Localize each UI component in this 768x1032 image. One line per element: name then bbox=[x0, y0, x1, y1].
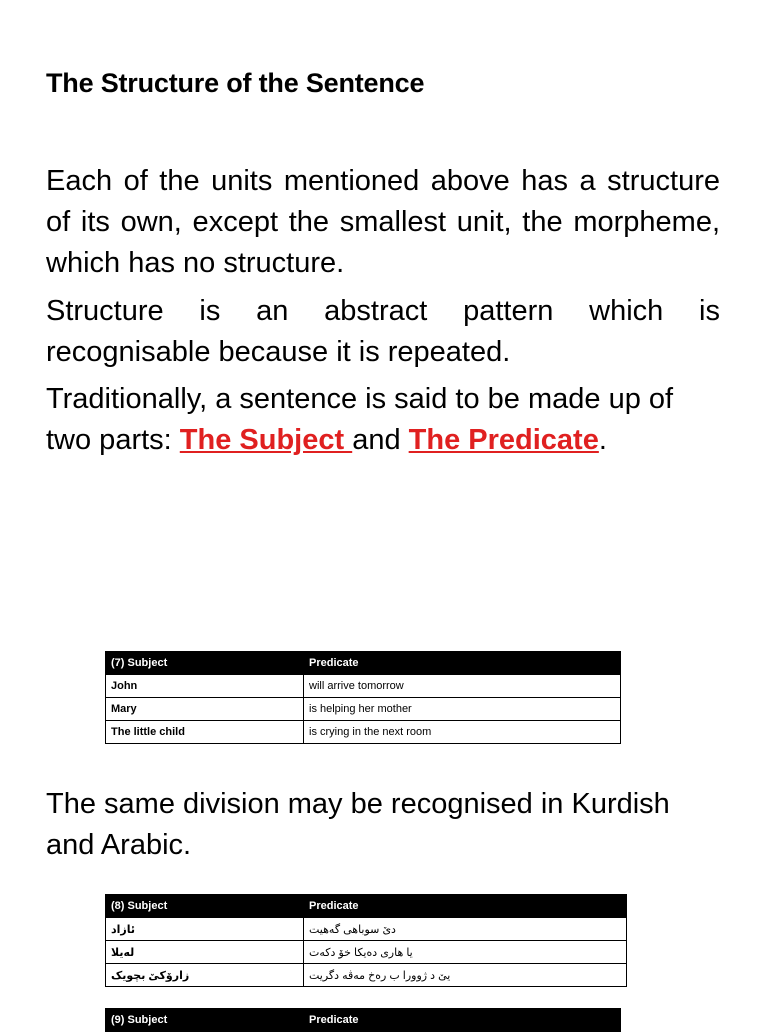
subject-cell: Mary bbox=[106, 698, 304, 721]
table-header-row bbox=[106, 1009, 621, 1032]
header-predicate: Predicate bbox=[304, 1009, 621, 1032]
paragraph-sentence-parts bbox=[46, 379, 720, 461]
table-row bbox=[106, 675, 621, 698]
subject-cell: زارۆکێ بچویک bbox=[106, 964, 304, 987]
table-row bbox=[106, 941, 627, 964]
table-header-row bbox=[106, 895, 627, 918]
sentence-parts-period: . bbox=[598, 424, 607, 456]
paragraph-structure-definition: Structure is an abstract pattern which is recognisable because it is repeated. bbox=[46, 295, 720, 368]
page-title: The Structure of the Sentence bbox=[46, 68, 425, 98]
table-row bbox=[106, 698, 621, 721]
sentence-parts-lead: Traditionally, a sentence is said to be made up of two parts: bbox=[46, 383, 674, 456]
header-subject: (8) Subject bbox=[106, 895, 304, 918]
table-kurdish-examples bbox=[105, 894, 627, 987]
paragraph-units-structure: Each of the units mentioned above has a structure of its own, except the smallest unit, the morpheme, which has no structure. bbox=[46, 165, 720, 279]
predicate-cell: is helping her mother bbox=[304, 698, 621, 721]
table-row bbox=[106, 918, 627, 941]
header-predicate: Predicate bbox=[304, 652, 621, 675]
header-subject: (9) Subject bbox=[106, 1009, 304, 1032]
table-arabic-examples bbox=[105, 1008, 621, 1032]
table-english-examples bbox=[105, 651, 621, 744]
predicate-term: The Predicate bbox=[408, 424, 599, 456]
predicate-cell: will arrive tomorrow bbox=[304, 675, 621, 698]
subject-cell: لەیلا bbox=[106, 941, 304, 964]
subject-term: The Subject bbox=[179, 424, 353, 456]
paragraph-kurdish-arabic: The same division may be recognised in Kurdish and Arabic. bbox=[46, 788, 670, 861]
header-subject: (7) Subject bbox=[106, 652, 304, 675]
predicate-cell: دێ سوباهی گەهیت bbox=[304, 918, 627, 941]
table-row bbox=[106, 721, 621, 744]
subject-cell: ئازاد bbox=[106, 918, 304, 941]
subject-cell: The little child bbox=[106, 721, 304, 744]
header-predicate: Predicate bbox=[304, 895, 627, 918]
sentence-parts-and: and bbox=[352, 424, 409, 456]
subject-cell: John bbox=[106, 675, 304, 698]
predicate-cell: یێ د ژوورا ب رەخ مەڤە دگریت bbox=[304, 964, 627, 987]
predicate-cell: is crying in the next room bbox=[304, 721, 621, 744]
table-header-row bbox=[106, 652, 621, 675]
table-row bbox=[106, 964, 627, 987]
predicate-cell: یا هاری دەیکا خۆ دکەت bbox=[304, 941, 627, 964]
